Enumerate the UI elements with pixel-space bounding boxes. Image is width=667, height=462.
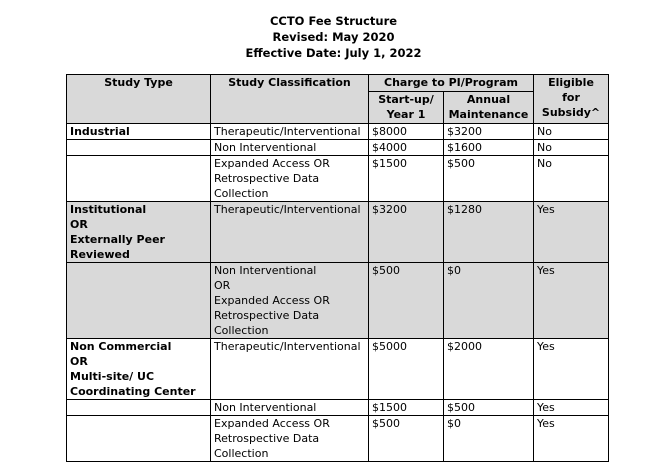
table-row bbox=[67, 156, 609, 202]
study-type-line: Non Commercial bbox=[70, 340, 172, 353]
startup-cell: $4000 bbox=[369, 140, 444, 156]
startup-cell: $1500 bbox=[369, 156, 444, 202]
study-type-line: OR bbox=[70, 355, 88, 368]
classification-line: Therapeutic/Interventional bbox=[214, 125, 361, 138]
study-type-empty bbox=[67, 416, 211, 462]
study-type-institutional bbox=[67, 202, 211, 263]
header-row bbox=[67, 75, 609, 92]
classification-line: Non Interventional bbox=[214, 264, 317, 277]
table-row bbox=[67, 263, 609, 339]
document-title: CCTO Fee Structure bbox=[269, 14, 398, 28]
classification-cell bbox=[211, 263, 369, 339]
table-row bbox=[67, 339, 609, 400]
annual-cell: $0 bbox=[444, 263, 534, 339]
col-header-startup bbox=[369, 92, 444, 124]
study-type-line: Institutional bbox=[70, 203, 147, 216]
study-type-industrial bbox=[67, 124, 211, 140]
study-type-empty bbox=[67, 156, 211, 202]
annual-line-2: Maintenance bbox=[448, 108, 529, 121]
classification-cell bbox=[211, 140, 369, 156]
classification-line: Retrospective Data bbox=[214, 432, 320, 445]
table-row bbox=[67, 416, 609, 462]
annual-cell: $2000 bbox=[444, 339, 534, 400]
eligible-line-1: Eligible bbox=[548, 76, 594, 89]
classification-line: Collection bbox=[214, 187, 269, 200]
classification-cell bbox=[211, 156, 369, 202]
eligible-cell: No bbox=[534, 124, 609, 140]
revised-date: Revised: May 2020 bbox=[272, 30, 395, 44]
col-header-eligible bbox=[534, 75, 609, 124]
study-type-line: Externally Peer bbox=[70, 233, 165, 246]
startup-cell: $8000 bbox=[369, 124, 444, 140]
classification-cell bbox=[211, 124, 369, 140]
eligible-cell: Yes bbox=[534, 202, 609, 263]
classification-line: Therapeutic/Interventional bbox=[214, 203, 361, 216]
classification-line: Retrospective Data bbox=[214, 309, 320, 322]
classification-line: Non Interventional bbox=[214, 401, 317, 414]
table-row bbox=[67, 140, 609, 156]
study-type-line: Reviewed bbox=[70, 248, 130, 261]
startup-cell: $3200 bbox=[369, 202, 444, 263]
effective-date: Effective Date: July 1, 2022 bbox=[245, 46, 422, 60]
classification-line: Collection bbox=[214, 447, 269, 460]
eligible-cell: No bbox=[534, 156, 609, 202]
classification-cell bbox=[211, 400, 369, 416]
eligible-cell: No bbox=[534, 140, 609, 156]
classification-line: Retrospective Data bbox=[214, 172, 320, 185]
classification-line: OR bbox=[214, 279, 231, 292]
annual-cell: $3200 bbox=[444, 124, 534, 140]
classification-line: Collection bbox=[214, 324, 269, 337]
study-type-noncommercial bbox=[67, 339, 211, 400]
eligible-cell: Yes bbox=[534, 400, 609, 416]
fee-structure-table bbox=[66, 74, 609, 462]
study-type-empty bbox=[67, 140, 211, 156]
col-header-annual bbox=[444, 92, 534, 124]
classification-cell bbox=[211, 202, 369, 263]
startup-line-2: Year 1 bbox=[386, 108, 426, 121]
classification-line: Expanded Access OR bbox=[214, 294, 330, 307]
eligible-cell: Yes bbox=[534, 263, 609, 339]
startup-cell: $500 bbox=[369, 416, 444, 462]
startup-cell: $5000 bbox=[369, 339, 444, 400]
startup-cell: $500 bbox=[369, 263, 444, 339]
eligible-line-2: for bbox=[562, 91, 580, 104]
study-type-line: Multi-site/ UC bbox=[70, 370, 155, 383]
study-type-line: Industrial bbox=[70, 125, 130, 138]
classification-line: Expanded Access OR bbox=[214, 417, 330, 430]
eligible-cell: Yes bbox=[534, 416, 609, 462]
eligible-line-3: Subsidy^ bbox=[541, 106, 601, 119]
study-type-empty bbox=[67, 263, 211, 339]
table-row bbox=[67, 400, 609, 416]
annual-cell: $1600 bbox=[444, 140, 534, 156]
study-type-line: OR bbox=[70, 218, 88, 231]
col-header-study-type: Study Type bbox=[67, 75, 211, 124]
annual-cell: $1280 bbox=[444, 202, 534, 263]
col-header-charge-group: Charge to PI/Program bbox=[369, 75, 534, 92]
annual-cell: $0 bbox=[444, 416, 534, 462]
annual-cell: $500 bbox=[444, 400, 534, 416]
eligible-cell: Yes bbox=[534, 339, 609, 400]
annual-cell: $500 bbox=[444, 156, 534, 202]
classification-cell bbox=[211, 416, 369, 462]
classification-line: Therapeutic/Interventional bbox=[214, 340, 361, 353]
annual-line-1: Annual bbox=[466, 93, 511, 106]
study-type-empty bbox=[67, 400, 211, 416]
startup-cell: $1500 bbox=[369, 400, 444, 416]
table-row bbox=[67, 124, 609, 140]
col-header-study-classification: Study Classification bbox=[211, 75, 369, 124]
startup-line-1: Start-up/ bbox=[378, 93, 434, 106]
classification-cell bbox=[211, 339, 369, 400]
document-header bbox=[0, 13, 667, 61]
classification-line: Non Interventional bbox=[214, 141, 317, 154]
study-type-line: Coordinating Center bbox=[70, 385, 196, 398]
table-row bbox=[67, 202, 609, 263]
classification-line: Expanded Access OR bbox=[214, 157, 330, 170]
